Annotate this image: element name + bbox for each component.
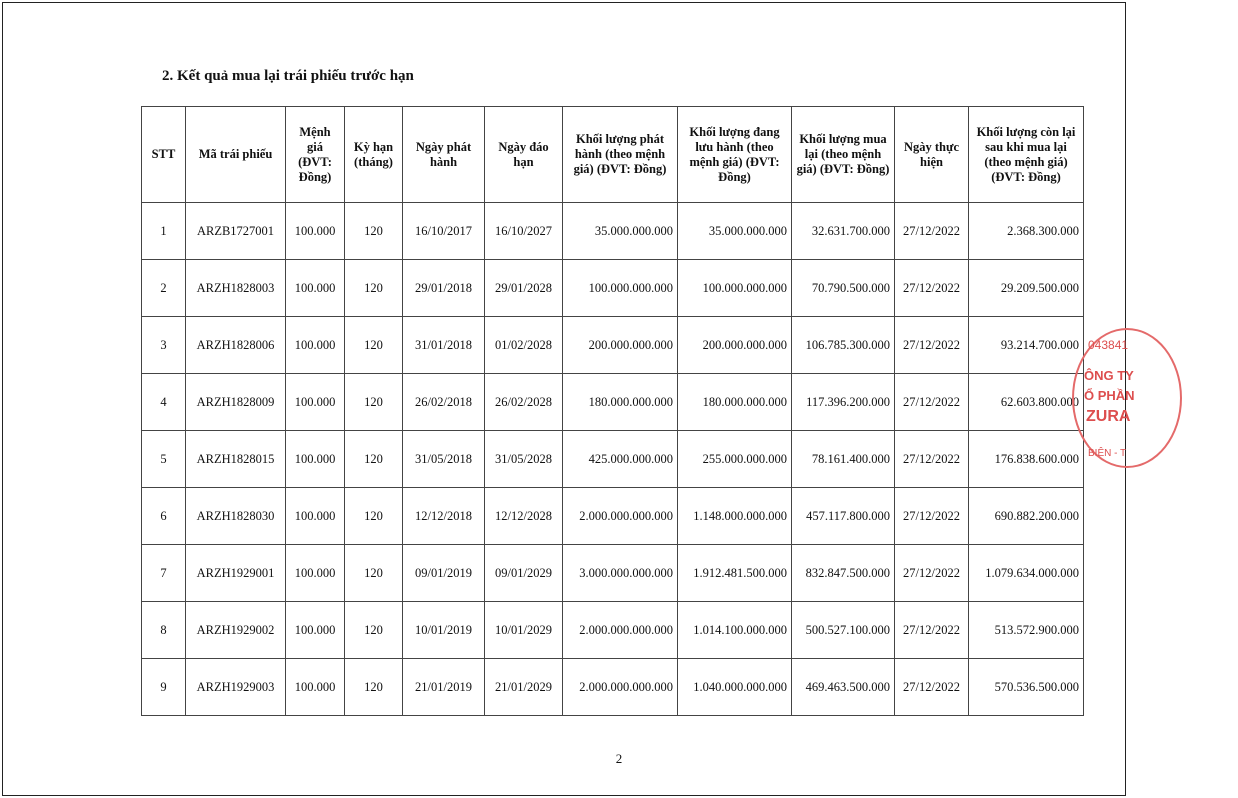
cell-remaining-volume: 176.838.600.000 — [969, 431, 1084, 488]
cell-term: 120 — [345, 431, 403, 488]
cell-face-value: 100.000 — [286, 545, 345, 602]
cell-issued-volume: 3.000.000.000.000 — [563, 545, 678, 602]
cell-bond-code: ARZH1828015 — [186, 431, 286, 488]
cell-issue-date: 10/01/2019 — [403, 602, 485, 659]
cell-term: 120 — [345, 260, 403, 317]
table-header-row — [142, 107, 1084, 203]
cell-remaining-volume: 1.079.634.000.000 — [969, 545, 1084, 602]
cell-term: 120 — [345, 374, 403, 431]
cell-face-value: 100.000 — [286, 317, 345, 374]
cell-remaining-volume: 2.368.300.000 — [969, 203, 1084, 260]
cell-issued-volume: 2.000.000.000.000 — [563, 602, 678, 659]
cell-bought-back-volume: 78.161.400.000 — [792, 431, 895, 488]
cell-execution-date: 27/12/2022 — [895, 545, 969, 602]
table-row — [142, 317, 1084, 374]
cell-bought-back-volume: 106.785.300.000 — [792, 317, 895, 374]
cell-stt: 2 — [142, 260, 186, 317]
cell-issued-volume: 200.000.000.000 — [563, 317, 678, 374]
cell-term: 120 — [345, 203, 403, 260]
cell-issue-date: 31/05/2018 — [403, 431, 485, 488]
cell-maturity-date: 16/10/2027 — [485, 203, 563, 260]
table-row — [142, 260, 1084, 317]
cell-term: 120 — [345, 545, 403, 602]
cell-bond-code: ARZH1828030 — [186, 488, 286, 545]
cell-issued-volume: 180.000.000.000 — [563, 374, 678, 431]
cell-face-value: 100.000 — [286, 374, 345, 431]
cell-issue-date: 12/12/2018 — [403, 488, 485, 545]
header-face-value: Mệnh giá (ĐVT: Đồng) — [286, 107, 345, 203]
cell-term: 120 — [345, 488, 403, 545]
cell-execution-date: 27/12/2022 — [895, 659, 969, 716]
header-remaining-volume: Khối lượng còn lại sau khi mua lại (theo mệnh giá) (ĐVT: Đồng) — [969, 107, 1084, 203]
header-issued-volume: Khối lượng phát hành (theo mệnh giá) (ĐVT: Đồng) — [563, 107, 678, 203]
cell-stt: 4 — [142, 374, 186, 431]
cell-issue-date: 09/01/2019 — [403, 545, 485, 602]
cell-bond-code: ARZH1828003 — [186, 260, 286, 317]
cell-bond-code: ARZH1828009 — [186, 374, 286, 431]
cell-execution-date: 27/12/2022 — [895, 431, 969, 488]
header-stt: STT — [142, 107, 186, 203]
cell-maturity-date: 12/12/2028 — [485, 488, 563, 545]
header-outstanding-volume: Khối lượng đang lưu hành (theo mệnh giá) (ĐVT: Đồng) — [678, 107, 792, 203]
stamp-line: ZURA — [1086, 408, 1131, 425]
header-bought-back-volume: Khối lượng mua lại (theo mệnh giá) (ĐVT: Đồng) — [792, 107, 895, 203]
cell-bought-back-volume: 70.790.500.000 — [792, 260, 895, 317]
cell-outstanding-volume: 1.014.100.000.000 — [678, 602, 792, 659]
cell-outstanding-volume: 100.000.000.000 — [678, 260, 792, 317]
header-execution-date: Ngày thực hiện — [895, 107, 969, 203]
cell-issue-date: 16/10/2017 — [403, 203, 485, 260]
cell-outstanding-volume: 255.000.000.000 — [678, 431, 792, 488]
company-seal-stamp — [1072, 328, 1182, 468]
cell-maturity-date: 09/01/2029 — [485, 545, 563, 602]
cell-face-value: 100.000 — [286, 203, 345, 260]
stamp-line: ÔNG TY — [1084, 368, 1134, 383]
cell-bond-code: ARZH1929003 — [186, 659, 286, 716]
cell-bond-code: ARZB1727001 — [186, 203, 286, 260]
cell-stt: 8 — [142, 602, 186, 659]
stamp-line: Ổ PHẦN — [1084, 388, 1135, 403]
cell-maturity-date: 29/01/2028 — [485, 260, 563, 317]
cell-stt: 1 — [142, 203, 186, 260]
cell-remaining-volume: 513.572.900.000 — [969, 602, 1084, 659]
cell-execution-date: 27/12/2022 — [895, 602, 969, 659]
cell-stt: 7 — [142, 545, 186, 602]
table-row — [142, 659, 1084, 716]
cell-bought-back-volume: 117.396.200.000 — [792, 374, 895, 431]
header-issue-date: Ngày phát hành — [403, 107, 485, 203]
cell-term: 120 — [345, 659, 403, 716]
cell-bought-back-volume: 832.847.500.000 — [792, 545, 895, 602]
cell-issue-date: 26/02/2018 — [403, 374, 485, 431]
cell-face-value: 100.000 — [286, 659, 345, 716]
cell-remaining-volume: 570.536.500.000 — [969, 659, 1084, 716]
cell-maturity-date: 01/02/2028 — [485, 317, 563, 374]
cell-bond-code: ARZH1929002 — [186, 602, 286, 659]
cell-outstanding-volume: 200.000.000.000 — [678, 317, 792, 374]
table-row — [142, 602, 1084, 659]
cell-outstanding-volume: 1.148.000.000.000 — [678, 488, 792, 545]
cell-face-value: 100.000 — [286, 488, 345, 545]
cell-stt: 5 — [142, 431, 186, 488]
cell-issued-volume: 425.000.000.000 — [563, 431, 678, 488]
cell-bond-code: ARZH1828006 — [186, 317, 286, 374]
cell-issue-date: 31/01/2018 — [403, 317, 485, 374]
cell-maturity-date: 10/01/2029 — [485, 602, 563, 659]
cell-remaining-volume: 690.882.200.000 — [969, 488, 1084, 545]
table-row — [142, 545, 1084, 602]
cell-execution-date: 27/12/2022 — [895, 260, 969, 317]
cell-execution-date: 27/12/2022 — [895, 488, 969, 545]
cell-face-value: 100.000 — [286, 431, 345, 488]
cell-stt: 3 — [142, 317, 186, 374]
cell-bought-back-volume: 32.631.700.000 — [792, 203, 895, 260]
cell-bought-back-volume: 457.117.800.000 — [792, 488, 895, 545]
header-bond-code: Mã trái phiếu — [186, 107, 286, 203]
stamp-line: 043841 — [1088, 338, 1129, 352]
cell-outstanding-volume: 35.000.000.000 — [678, 203, 792, 260]
cell-issued-volume: 2.000.000.000.000 — [563, 488, 678, 545]
cell-execution-date: 27/12/2022 — [895, 374, 969, 431]
table-row — [142, 488, 1084, 545]
header-maturity-date: Ngày đáo hạn — [485, 107, 563, 203]
cell-maturity-date: 21/01/2029 — [485, 659, 563, 716]
cell-maturity-date: 31/05/2028 — [485, 431, 563, 488]
table-row — [142, 374, 1084, 431]
table-row — [142, 203, 1084, 260]
cell-issue-date: 21/01/2019 — [403, 659, 485, 716]
section-title: 2. Kết quả mua lại trái phiếu trước hạn — [162, 68, 414, 84]
cell-outstanding-volume: 180.000.000.000 — [678, 374, 792, 431]
table-row — [142, 431, 1084, 488]
cell-maturity-date: 26/02/2028 — [485, 374, 563, 431]
cell-issued-volume: 2.000.000.000.000 — [563, 659, 678, 716]
cell-bond-code: ARZH1929001 — [186, 545, 286, 602]
cell-outstanding-volume: 1.040.000.000.000 — [678, 659, 792, 716]
cell-term: 120 — [345, 602, 403, 659]
cell-execution-date: 27/12/2022 — [895, 203, 969, 260]
cell-face-value: 100.000 — [286, 602, 345, 659]
cell-face-value: 100.000 — [286, 260, 345, 317]
cell-issued-volume: 100.000.000.000 — [563, 260, 678, 317]
cell-issued-volume: 35.000.000.000 — [563, 203, 678, 260]
cell-bought-back-volume: 500.527.100.000 — [792, 602, 895, 659]
cell-execution-date: 27/12/2022 — [895, 317, 969, 374]
stamp-line: BIÊN - T — [1088, 448, 1127, 459]
cell-stt: 9 — [142, 659, 186, 716]
cell-bought-back-volume: 469.463.500.000 — [792, 659, 895, 716]
cell-issue-date: 29/01/2018 — [403, 260, 485, 317]
cell-term: 120 — [345, 317, 403, 374]
cell-remaining-volume: 29.209.500.000 — [969, 260, 1084, 317]
cell-remaining-volume: 62.603.800.000 — [969, 374, 1084, 431]
cell-outstanding-volume: 1.912.481.500.000 — [678, 545, 792, 602]
header-term: Kỳ hạn (tháng) — [345, 107, 403, 203]
cell-remaining-volume: 93.214.700.000 — [969, 317, 1084, 374]
bond-buyback-table — [141, 106, 1084, 716]
page-number: 2 — [615, 751, 623, 766]
cell-stt: 6 — [142, 488, 186, 545]
